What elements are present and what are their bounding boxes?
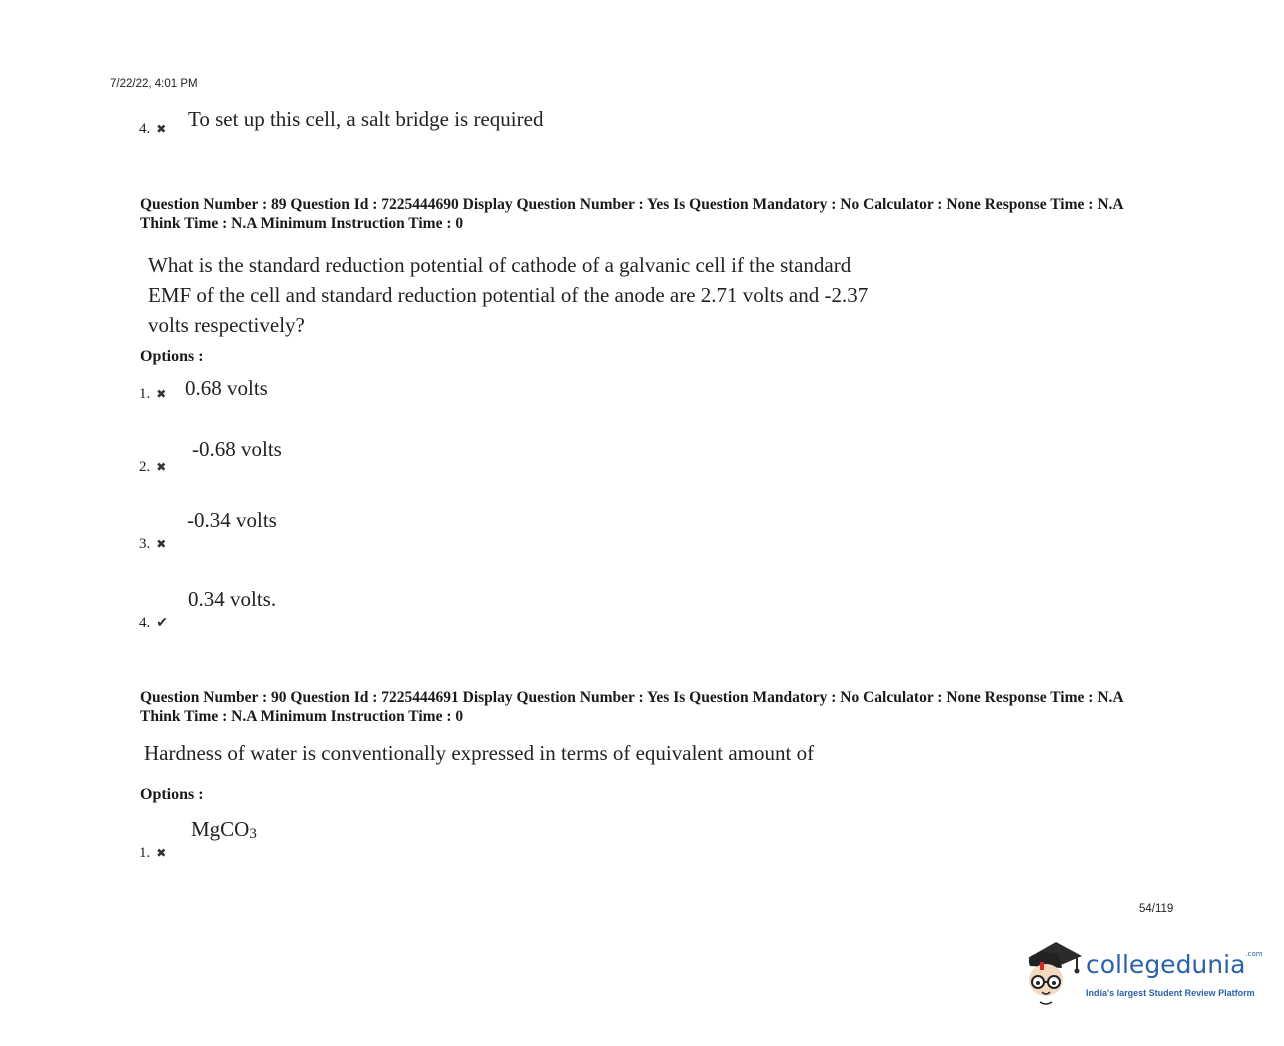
collegedunia-logo (1022, 938, 1262, 1008)
options-label: Options : (140, 786, 204, 803)
option-number-text: 1. (139, 386, 151, 402)
logo-tagline: India's largest Student Review Platform (1086, 988, 1255, 998)
mascot-icon (1022, 938, 1084, 1008)
option-text: 0.34 volts. (188, 587, 277, 611)
option-number-text: 3. (139, 536, 151, 552)
check-icon: ✔ (156, 616, 168, 631)
page-number: 54/119 (1139, 903, 1174, 915)
option-number-text: 4. (139, 121, 151, 137)
cross-icon: ✖ (156, 460, 167, 474)
question-90-text: Hardness of water is conventionally expressed in terms of equivalent amount of (144, 741, 815, 765)
option-number (139, 121, 166, 138)
option-number (139, 536, 166, 553)
option-text: 0.68 volts (185, 376, 268, 400)
logo-suffix: .com (1245, 950, 1263, 958)
option-number (139, 615, 168, 632)
cross-icon: ✖ (156, 387, 167, 401)
print-timestamp: 7/22/22, 4:01 PM (110, 78, 198, 90)
cross-icon: ✖ (156, 122, 167, 136)
option-text: To set up this cell, a salt bridge is required (188, 107, 544, 131)
cross-icon: ✖ (156, 846, 167, 860)
option-text: -0.68 volts (192, 437, 282, 461)
question-89-text-line-1: What is the standard reduction potential of cathode of a galvanic cell if the standard (148, 253, 852, 277)
option-text: -0.34 volts (187, 508, 277, 532)
question-89-text-line-2: EMF of the cell and standard reduction potential of the anode are 2.71 volts and -2.37 (148, 283, 869, 307)
question-89-meta: Question Number : 89 Question Id : 7225444690 Display Question Number : Yes Is Question Mandatory : No Calculator : None Response Time : N.A Think Time : N.A Minimum Instruction Time : 0 (140, 196, 1123, 232)
option-number-text: 4. (139, 615, 151, 631)
option-number (139, 459, 166, 476)
option-number-text: 2. (139, 459, 151, 475)
formula-subscript: 3 (249, 826, 257, 842)
question-89-text-line-3: volts respectively? (148, 313, 305, 337)
cross-icon: ✖ (156, 537, 167, 551)
option-number-text: 1. (139, 845, 151, 861)
option-number (139, 845, 166, 862)
formula-main: MgCO (191, 817, 250, 841)
options-label: Options : (140, 348, 204, 365)
question-90-meta: Question Number : 90 Question Id : 7225444691 Display Question Number : Yes Is Question Mandatory : No Calculator : None Response Time : N.A Think Time : N.A Minimum Instruction Time : 0 (140, 689, 1123, 725)
option-text (191, 817, 257, 842)
option-number (139, 386, 166, 403)
logo-name: collegedunia (1086, 950, 1246, 979)
logo-wordmark (1086, 950, 1263, 979)
